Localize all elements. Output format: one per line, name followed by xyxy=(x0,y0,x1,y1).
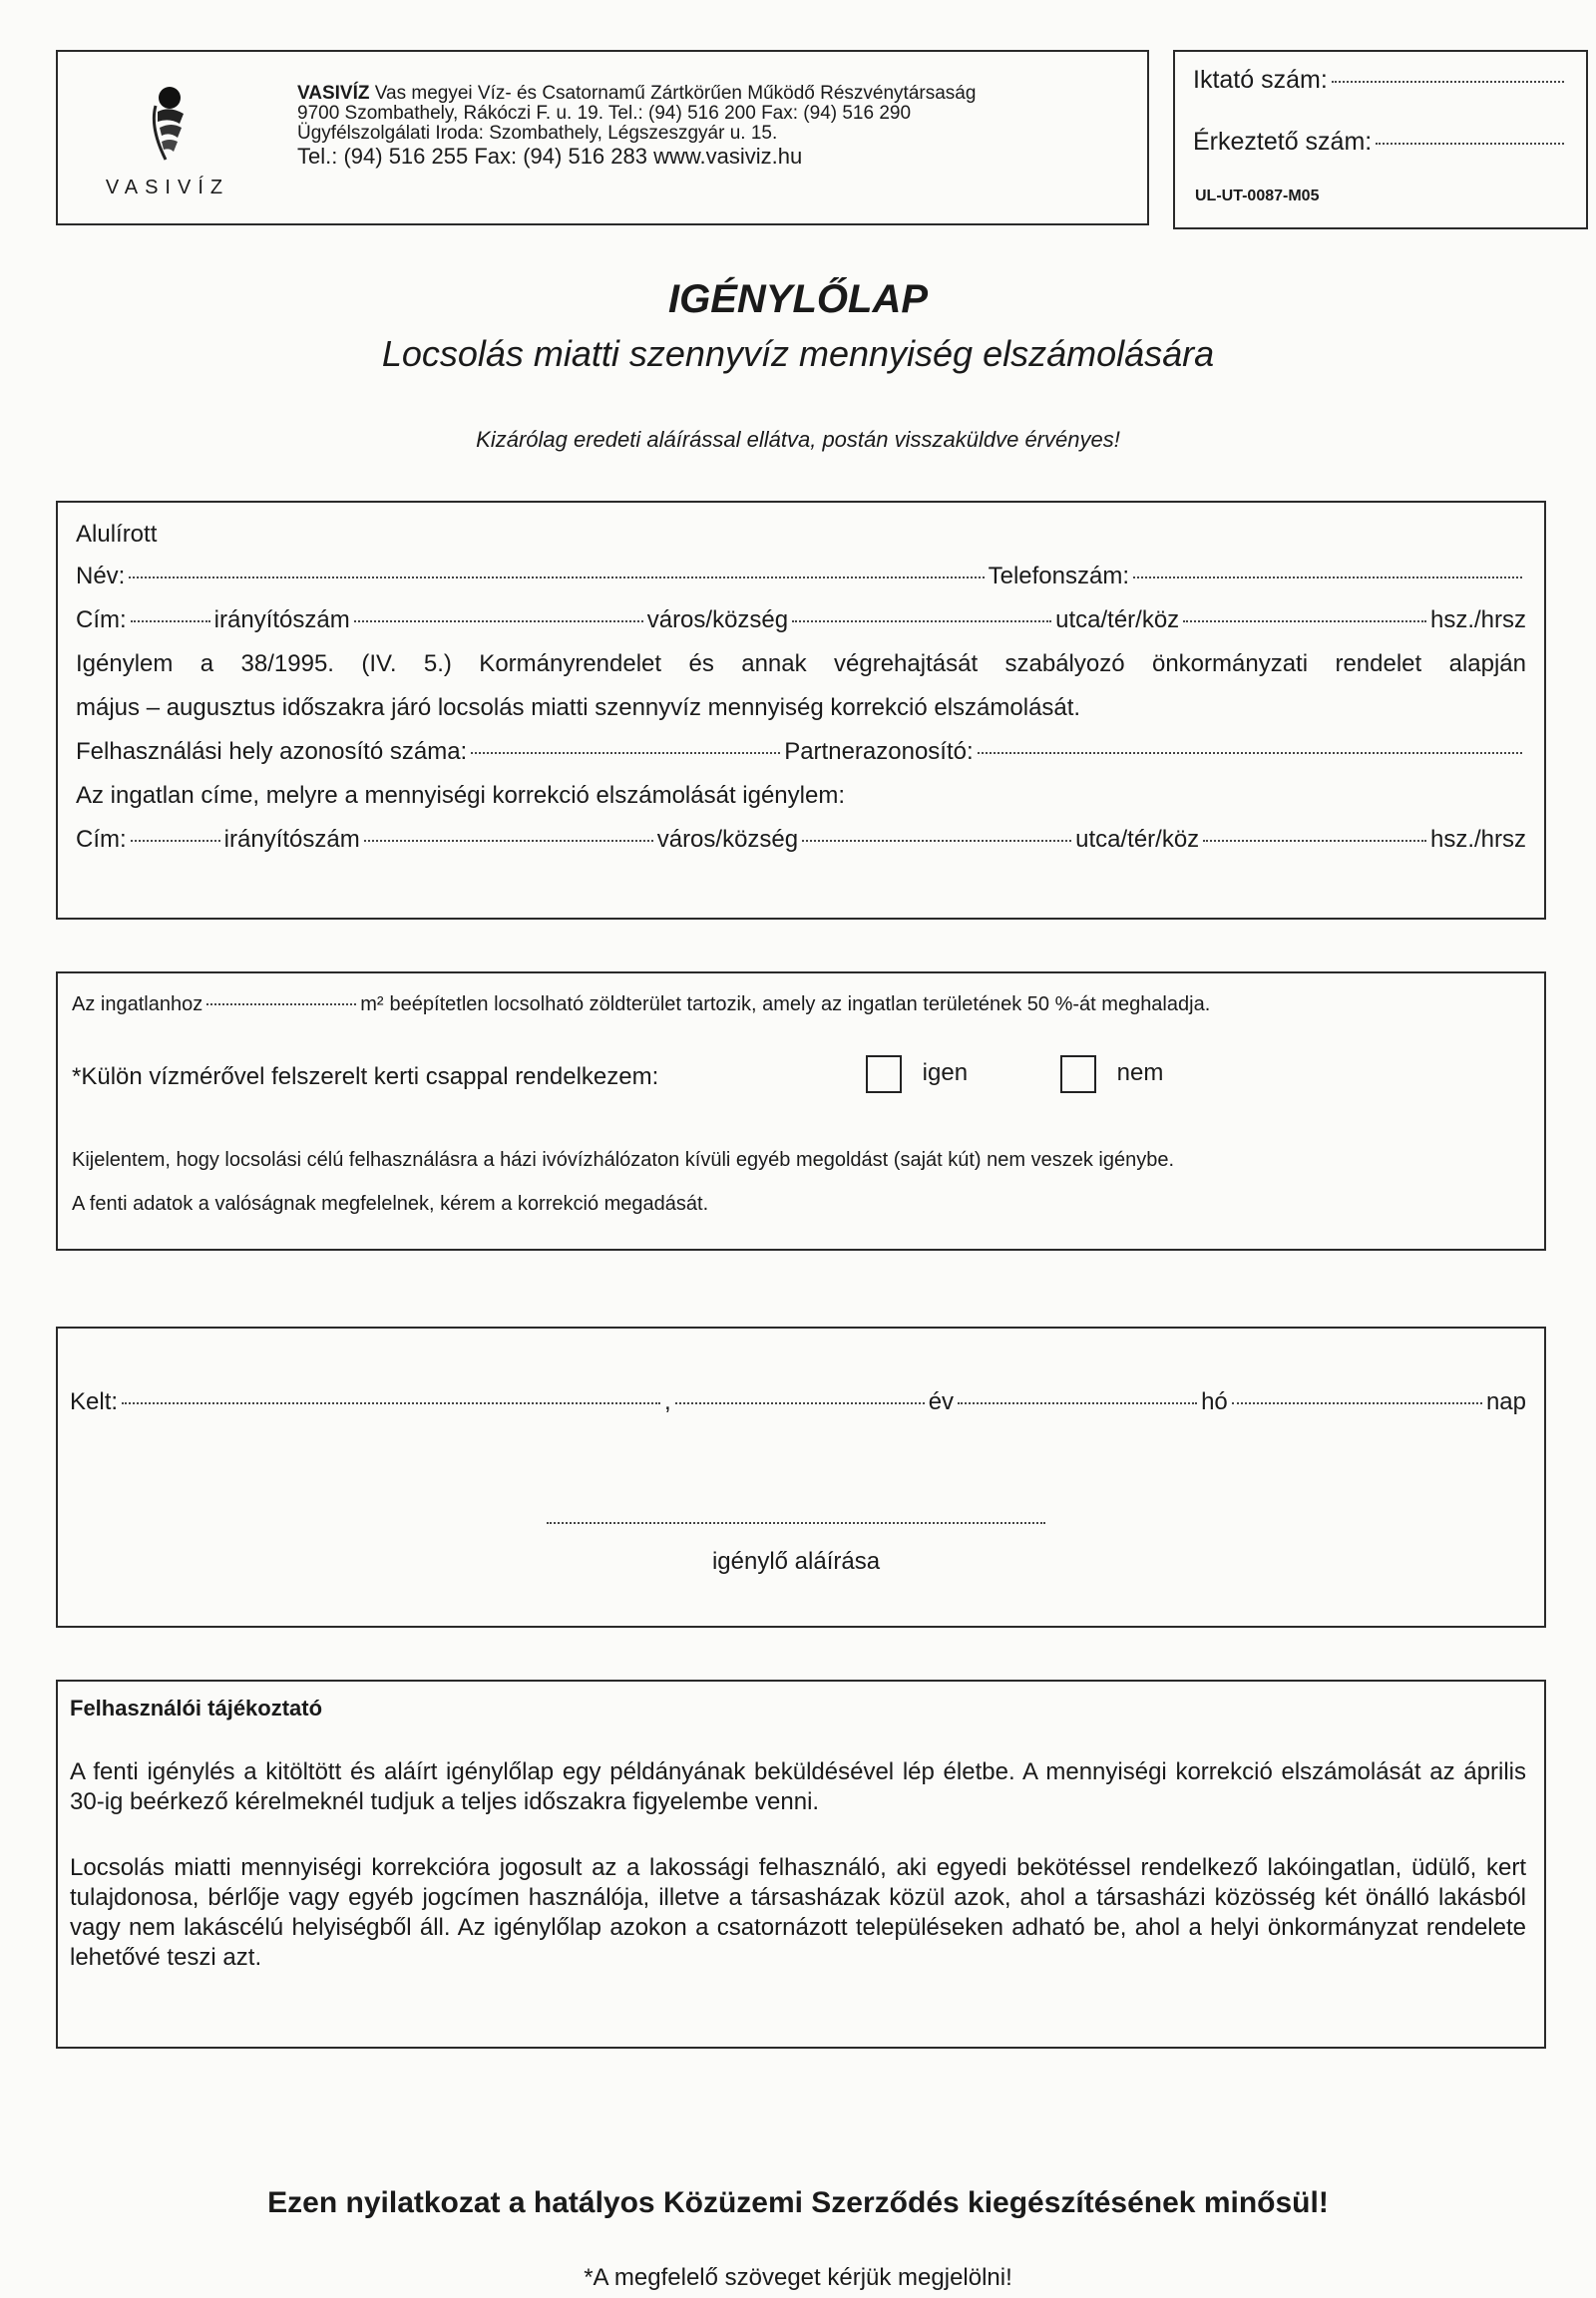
signature-label: igénylő aláírása xyxy=(711,1548,881,1575)
comma: , xyxy=(664,1388,671,1415)
day-field[interactable] xyxy=(1232,1402,1482,1404)
property-zip-label: irányítószám xyxy=(223,826,360,853)
no-checkbox[interactable] xyxy=(1060,1055,1096,1093)
contract-statement: Ezen nyilatkozat a hatályos Közüzemi Szerződés kiegészítésének minősül! xyxy=(267,2186,1329,2219)
city-label: város/község xyxy=(646,606,789,633)
marking-note: *A megfelelő szöveget kérjük megjelölni! xyxy=(584,2264,1012,2291)
m2-unit: m² xyxy=(360,993,384,1015)
month-field[interactable] xyxy=(958,1402,1197,1404)
company-contact: Tel.: (94) 516 255 Fax: (94) 516 283 www.vasiviz.hu xyxy=(297,144,803,169)
applicant-section xyxy=(56,501,1546,920)
phone-label: Telefonszám: xyxy=(988,563,1129,589)
iktato-label: Iktató szám: xyxy=(1193,66,1328,94)
request-text-1: Igénylem a 38/1995. (IV. 5.) Kormányrendelet és annak végrehajtását szabályozó önkormányzati rendelet alapján xyxy=(76,650,1526,677)
erkezteto-field[interactable] xyxy=(1376,143,1564,145)
alulirott-label: Alulírott xyxy=(76,521,158,548)
house-number-field[interactable] xyxy=(1183,620,1426,622)
page-title: IGÉNYLŐLAP xyxy=(667,277,929,321)
zip-field[interactable] xyxy=(131,620,210,622)
year-field[interactable] xyxy=(675,1402,925,1404)
name-row xyxy=(76,563,1526,590)
separate-meter-label: *Külön vízmérővel felszerelt kerti csappal rendelkezem: xyxy=(72,1063,659,1090)
address-label: Cím: xyxy=(76,606,127,633)
no-option[interactable] xyxy=(1060,1055,1163,1093)
house-number-label: hsz./hrsz xyxy=(1429,606,1526,633)
page-subtitle: Locsolás miatti szennyvíz mennyiség elszámolására xyxy=(381,333,1215,374)
company-line-1 xyxy=(297,84,976,104)
yes-option[interactable] xyxy=(866,1055,968,1093)
alulirott-row xyxy=(76,521,1526,549)
property-address-heading: Az ingatlan címe, melyre a mennyiségi korrekció elszámolását igénylem: xyxy=(76,782,845,809)
property-zip-field[interactable] xyxy=(131,840,220,842)
logo-wordmark: VASIVÍZ xyxy=(105,177,230,198)
property-city-label: város/község xyxy=(656,826,799,853)
zip-label: irányítószám xyxy=(213,606,350,633)
request-text-2-row xyxy=(76,694,1526,722)
place-field[interactable] xyxy=(122,1402,660,1404)
partner-id-field[interactable] xyxy=(978,752,1522,754)
registry-box xyxy=(1173,50,1588,229)
consumption-id-row xyxy=(76,738,1526,766)
place-label: Kelt: xyxy=(70,1388,119,1415)
partner-id-label: Partnerazonosító: xyxy=(784,738,974,765)
company-address: 9700 Szombathely, Rákóczi F. u. 19. Tel.: (94) 516 200 Fax: (94) 516 290 xyxy=(297,103,912,124)
user-info-paragraph-2: Locsolás miatti mennyiségi korrekcióra jogosult az a lakossági felhasználó, aki egyedi bekötéssel rendelkező lakóingatlan, üdülő, kert tulajdonosa, bérlője vagy egyéb jogcímen használója, illetve a társasházak közül azok, ahol a társasházi közösség két önálló lakásból vagy nem lakáscélú helyiségből áll. Az igénylőlap azokon a csatornázott településeken adható be, ahol a helyi önkormányzat rendelete lehetővé teszi azt. xyxy=(70,1854,1526,1971)
header-box xyxy=(56,50,1149,225)
property-city-field[interactable] xyxy=(364,840,653,842)
property-address-row xyxy=(76,826,1526,854)
form-code: UL-UT-0087-M05 xyxy=(1195,188,1320,204)
year-label: év xyxy=(928,1388,955,1415)
company-name: VASIVÍZ xyxy=(297,83,370,104)
address-row xyxy=(76,606,1526,634)
property-address-heading-row xyxy=(76,782,1526,810)
signature-field[interactable] xyxy=(547,1522,1045,1524)
vasiviz-logo xyxy=(98,76,237,205)
user-info-paragraph-1: A fenti igénylés a kitöltött és aláírt igénylőlap egy példányának beküldésével lép életbe. A mennyiségi korrekció elszámolását az április 30-ig beérkező kérelmeknél tudjuk a teljes időszakra figyelembe venni. xyxy=(70,1758,1526,1815)
consumption-id-label: Felhasználási hely azonosító száma: xyxy=(76,738,468,765)
day-label: nap xyxy=(1485,1388,1526,1415)
confirmation-text: A fenti adatok a valóságnak megfelelnek, kérem a korrekció megadását. xyxy=(72,1193,709,1215)
city-field[interactable] xyxy=(354,620,643,622)
street-label: utca/tér/köz xyxy=(1055,606,1180,633)
yes-checkbox[interactable] xyxy=(866,1055,902,1093)
property-house-number-label: hsz./hrsz xyxy=(1429,826,1526,853)
green-area-row xyxy=(72,993,1526,1016)
green-area-label-b: beépítetlen locsolható zöldterület tartozik, amely az ingatlan területének 50 %-át meghaladja. xyxy=(389,993,1211,1015)
consumption-id-field[interactable] xyxy=(471,752,780,754)
company-info xyxy=(297,84,976,170)
company-office: Ügyfélszolgálati Iroda: Szombathely, Légszeszgyár u. 15. xyxy=(297,123,778,144)
water-drop-logo-icon xyxy=(98,76,237,176)
street-field[interactable] xyxy=(792,620,1051,622)
green-area-field[interactable] xyxy=(206,1003,356,1005)
phone-field[interactable] xyxy=(1133,576,1522,578)
property-house-number-field[interactable] xyxy=(1203,840,1426,842)
signature-section xyxy=(56,1327,1546,1628)
property-street-label: utca/tér/köz xyxy=(1075,826,1200,853)
company-full-name: Vas megyei Víz- és Csatornamű Zártkörűen Működő Részvénytársaság xyxy=(369,83,977,104)
validity-note: Kizárólag eredeti aláírással ellátva, postán visszaküldve érvényes! xyxy=(476,427,1120,452)
user-info-section xyxy=(56,1680,1546,2049)
declaration-text: Kijelentem, hogy locsolási célú felhasználásra a házi ivóvízhálózaton kívüli egyéb megoldást (saját kút) nem veszek igénybe. xyxy=(72,1149,1175,1171)
garden-section xyxy=(56,971,1546,1251)
name-field[interactable] xyxy=(129,576,984,578)
request-text-2: május – augusztus időszakra járó locsolás miatti szennyvíz mennyiség korrekció elszámolását. xyxy=(76,694,1081,721)
green-area-label-a: Az ingatlanhoz xyxy=(72,993,203,1015)
date-row xyxy=(70,1388,1526,1416)
erkezteto-row xyxy=(1193,128,1568,157)
no-label: nem xyxy=(1116,1059,1164,1087)
yes-label: igen xyxy=(922,1059,969,1087)
property-street-field[interactable] xyxy=(802,840,1071,842)
erkezteto-label: Érkeztető szám: xyxy=(1193,128,1373,156)
property-address-label: Cím: xyxy=(76,826,127,853)
user-info-heading: Felhasználói tájékoztató xyxy=(70,1696,323,1721)
iktato-row xyxy=(1193,66,1568,95)
month-label: hó xyxy=(1201,1388,1228,1415)
iktato-field[interactable] xyxy=(1332,81,1564,83)
name-label: Név: xyxy=(76,563,126,589)
